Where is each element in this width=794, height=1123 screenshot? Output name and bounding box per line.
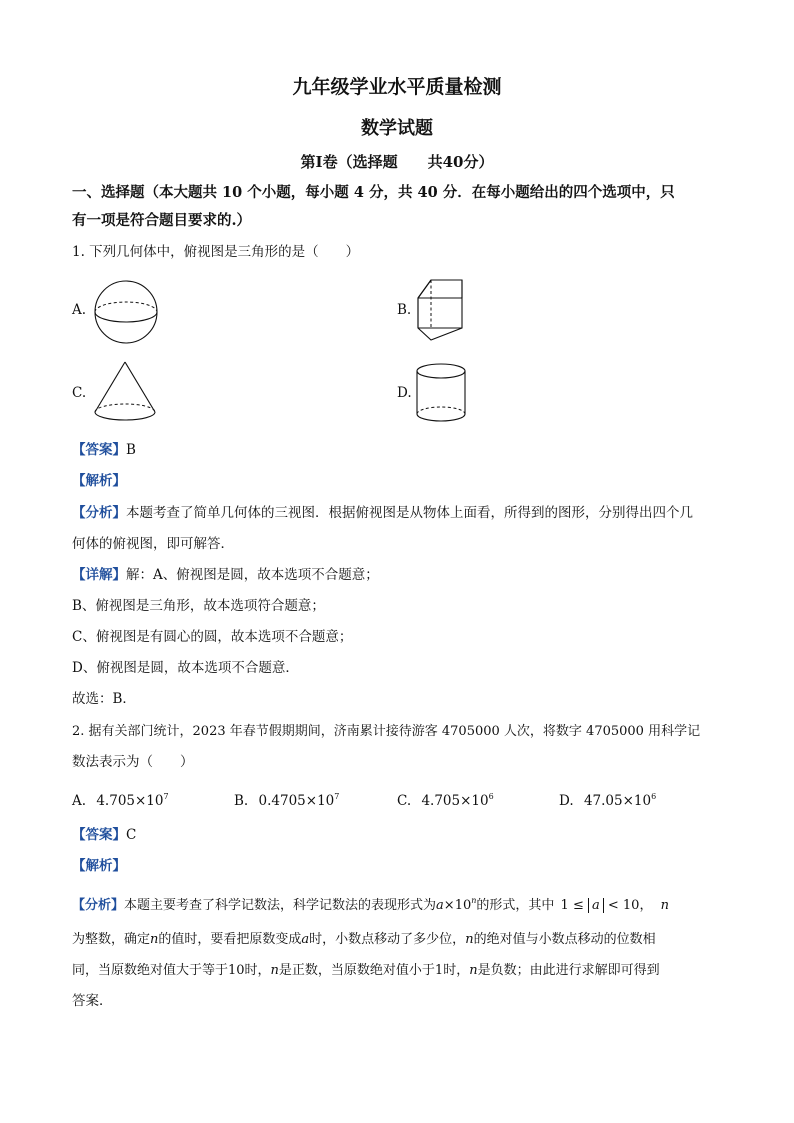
triangular-prism-icon [415,278,467,344]
option-label: B. [234,793,249,809]
q1-xiangjie-line3: C、俯视图是有圆心的圆，故本选项不合题意； [72,629,353,645]
q1-option-d-label: D. [397,385,412,401]
q2-option-d [559,793,656,809]
q2-analysis-tag: 【解析】 [72,858,126,874]
q2-answer [72,829,136,843]
section-title: 第Ⅰ卷（选择题 共40分） [300,153,494,171]
part-instruction-line1: 一、选择题（本大题共 10 个小题，每小题 4 分，共 40 分．在每小题给出的四个选项中，只 [72,184,675,201]
var-n: n [150,932,159,947]
xiangjie-text: 解：A、俯视图是圆，故本选项不合题意； [126,567,379,583]
q1-xiangjie-line2: B、俯视图是三角形，故本选项符合题意； [72,598,325,614]
fenxi-text: 同，当原数绝对值大于等于10时， [72,963,271,978]
q2-fenxi-line1 [72,897,669,912]
var-n: n [660,898,669,913]
q2-option-a [72,793,169,809]
option-mantissa: 47.05×10 [583,793,652,809]
option-mantissa: 0.4705×10 [258,793,335,809]
range-right: < 10， [607,898,653,913]
question-2-stem-line2: 数法表示为（ ） [72,754,194,770]
answer-value: C [126,827,137,843]
q2-option-c [397,793,494,809]
fenxi-tag: 【分析】 [72,898,125,913]
page-subtitle: 数学试题 [361,118,433,139]
var-n: n [469,963,478,978]
q1-xiangjie-line1 [72,569,379,583]
fenxi-text: 是负数；由此进行求解即可得到 [477,963,660,978]
fenxi-text: 的绝对值与小数点移动的位数相 [473,932,656,947]
formula-exponent: n [471,896,477,905]
abs-value [588,898,604,913]
option-exponent: 6 [488,792,494,801]
fenxi-text: 本题考查了简单几何体的三视图．根据俯视图是从物体上面看，所得到的图形，分别得出四个几 [126,505,693,521]
part-instruction-line2: 有一项是符合题目要求的.） [72,212,252,229]
option-label: D. [559,793,574,809]
q1-option-b-label: B. [397,302,412,318]
range-var: a [591,898,600,913]
question-2-stem-line1: 2. 据有关部门统计，2023 年春节假期期间，济南累计接待游客 4705000 人次，将数字 4705000 用科学记 [72,724,701,739]
option-mantissa: 4.705×10 [421,793,489,809]
var-n: n [270,963,279,978]
q1-fenxi-line1 [72,507,693,521]
var-n: n [465,932,474,947]
fenxi-text: 本题主要考查了科学记数法，科学记数法的表现形式为 [124,898,437,913]
answer-tag: 【答案】 [72,442,126,458]
option-label: A. [72,793,87,809]
q1-xiangjie-line4: D、俯视图是圆，故本选项不合题意． [72,660,299,676]
option-label: C. [397,793,412,809]
formula-base: a [301,932,310,947]
cylinder-icon [415,362,469,428]
sphere-icon [92,280,162,344]
q1-fenxi-line2: 何体的俯视图，即可解答． [72,536,234,552]
page-title: 九年级学业水平质量检测 [292,76,502,98]
q1-conclusion: 故选：B． [72,691,136,707]
fenxi-text: 的形式，其中 [476,898,555,913]
q2-fenxi-line3 [72,964,660,977]
q1-option-c-label: C. [72,385,87,401]
fenxi-text: 时，小数点移动了多少位， [309,932,466,947]
answer-tag: 【答案】 [72,827,126,843]
q2-fenxi-line2 [72,933,656,946]
fenxi-tag: 【分析】 [72,505,126,521]
option-mantissa: 4.705×10 [96,793,164,809]
formula-base: a [436,898,444,913]
question-1-stem: 1. 下列几何体中，俯视图是三角形的是（ ） [72,244,360,260]
cone-icon [92,360,158,426]
q2-fenxi-line4: 答案． [72,993,113,1009]
q1-option-a-label: A. [72,302,87,318]
xiangjie-tag: 【详解】 [72,567,126,583]
option-exponent: 7 [334,792,340,801]
fenxi-text: 是正数，当原数绝对值小于1时， [278,963,470,978]
q2-option-b [234,793,339,809]
q1-analysis-tag: 【解析】 [72,473,126,489]
fenxi-text: 的值时，要看把原数变成 [158,932,302,947]
formula-times: ×10 [443,898,472,913]
option-exponent: 6 [651,792,657,801]
range-left: 1 ≤ [560,898,584,913]
option-exponent: 7 [163,792,169,801]
q1-answer [72,444,136,458]
answer-value: B [126,442,136,458]
fenxi-text: 为整数，确定 [72,932,151,947]
